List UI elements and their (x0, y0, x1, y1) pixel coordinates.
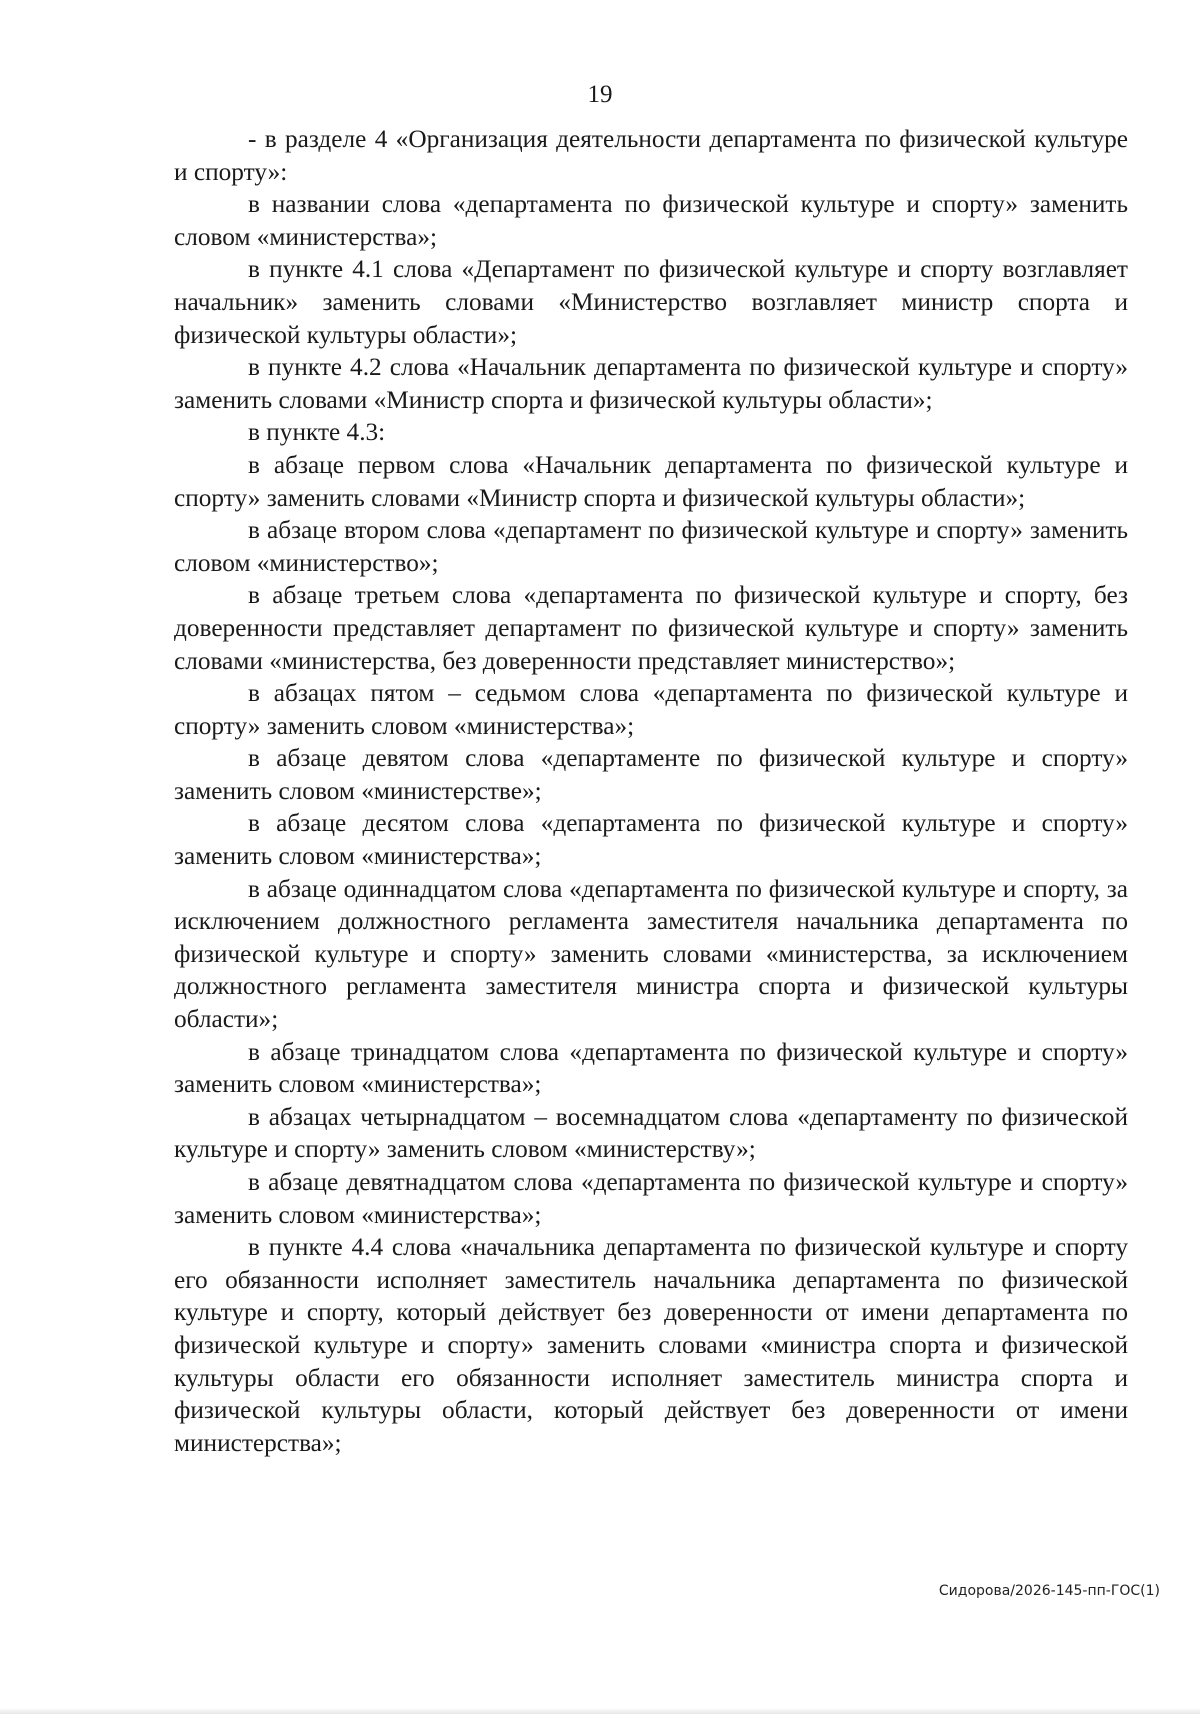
paragraph-4-3-third: в абзаце третьем слова «департамента по физической культуре и спорту, без доверенности представляет департамент по физической культуре и спорту» заменить словами «министерства, без доверенности представляет министерство»; (174, 581, 1128, 675)
document-body (174, 123, 1128, 1459)
paragraph-4-3-second: в абзаце втором слова «департамент по физической культуре и спорту» заменить словом «министерство»; (174, 516, 1128, 577)
page-number: 19 (587, 81, 613, 108)
paragraph-item-4-3: в пункте 4.3: (248, 418, 386, 447)
paragraph-section-4-intro: - в разделе 4 «Организация деятельности департамента по физической культуре и спорту»: (174, 125, 1128, 186)
paragraph-4-3-first: в абзаце первом слова «Начальник департамента по физической культуре и спорту» заменить словами «Министр спорта и физической культуры области»; (174, 450, 1128, 512)
scan-edge (0, 1708, 1200, 1714)
paragraph-4-3-fourteenth-eighteenth: в абзацах четырнадцатом – восемнадцатом слова «департаменту по физической культуре и спорту» заменить словом «министерству»; (174, 1102, 1128, 1164)
paragraph-title-change: в названии слова «департамента по физической культуре и спорту» заменить словом «министерства»; (174, 190, 1128, 251)
paragraph-4-3-eleventh: в абзаце одиннадцатом слова «департамента по физической культуре и спорту, за исключением должностного регламента заместителя начальника департамента по физической культуре и спорту» заменить словами «министерства, за исключением должностного регламента заместителя министра спорта и физической культуры области»; (174, 874, 1128, 1034)
paragraph-4-3-ninth: в абзаце девятом слова «департаменте по физической культуре и спорту» заменить словом «министерстве»; (174, 744, 1128, 805)
paragraph-4-3-tenth: в абзаце десятом слова «департамента по физической культуре и спорту» заменить словом «министерства»; (174, 809, 1128, 871)
paragraph-4-3-nineteenth: в абзаце девятнадцатом слова «департамента по физической культуре и спорту» заменить словом «министерства»; (174, 1168, 1128, 1229)
paragraph-item-4-1: в пункте 4.1 слова «Департамент по физической культуре и спорту возглавляет начальник» заменить словами «Министерство возглавляет министр спорта и физической культуры области»; (174, 255, 1128, 349)
footer-document-code: Сидорова/2026-145-пп-ГОС(1) (938, 1583, 1160, 1599)
paragraph-item-4-2: в пункте 4.2 слова «Начальник департамента по физической культуре и спорту» заменить словами «Министр спорта и физической культуры области»; (174, 353, 1128, 414)
paragraph-4-3-fifth-seventh: в абзацах пятом – седьмом слова «департамента по физической культуре и спорту» заменить словом «министерства»; (174, 679, 1128, 740)
paragraph-item-4-4: в пункте 4.4 слова «начальника департамента по физической культуре и спорту его обязанности исполняет заместитель начальника департамента по физической культуре и спорту, который действует без доверенности от имени департамента по физической культуре и спорту» заменить словами «министра спорта и физической культуры области его обязанности исполняет заместитель министра спорта и физической культуры области, который действует без доверенности от имени министерства»; (174, 1233, 1128, 1457)
paragraph-4-3-thirteenth: в абзаце тринадцатом слова «департамента по физической культуре и спорту» заменить словом «министерства»; (174, 1037, 1128, 1099)
